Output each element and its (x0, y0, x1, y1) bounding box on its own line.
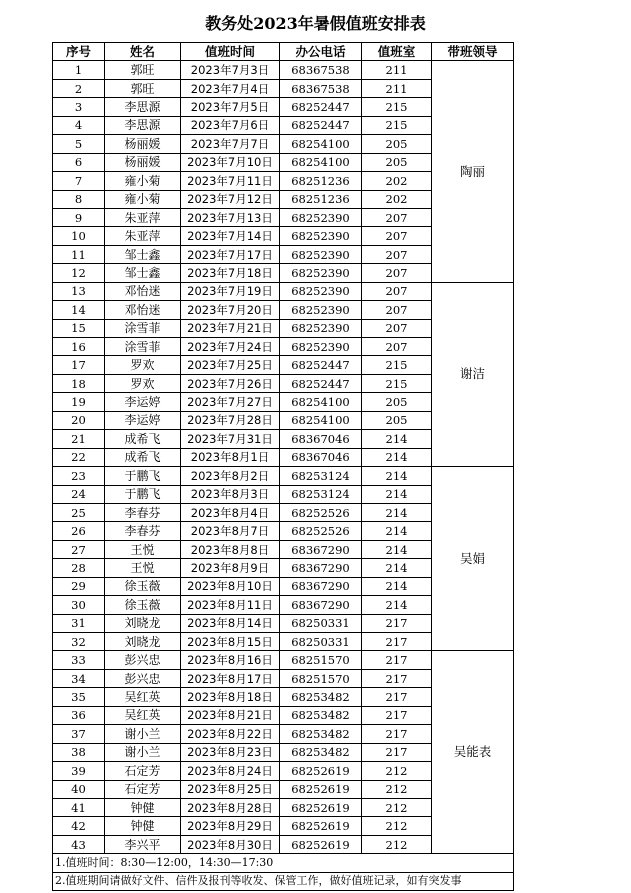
duty-date: 2023年7月27日 (181, 393, 280, 411)
duty-date: 2023年8月4日 (181, 503, 280, 521)
row-seq: 31 (53, 614, 105, 632)
row-seq: 26 (53, 522, 105, 540)
duty-person-name: 吴红英 (105, 688, 181, 706)
row-seq: 40 (53, 780, 105, 798)
duty-date: 2023年7月28日 (181, 411, 280, 429)
duty-room: 207 (362, 208, 432, 226)
row-seq: 13 (53, 282, 105, 300)
duty-person-name: 彭兴忠 (105, 651, 181, 669)
duty-date: 2023年8月1日 (181, 448, 280, 466)
office-phone: 68252390 (280, 245, 362, 263)
duty-person-name: 郭旺 (105, 61, 181, 79)
duty-date: 2023年8月7日 (181, 522, 280, 540)
duty-room: 207 (362, 245, 432, 263)
row-seq: 15 (53, 319, 105, 337)
duty-person-name: 谢小兰 (105, 725, 181, 743)
duty-room: 212 (362, 780, 432, 798)
duty-room: 217 (362, 725, 432, 743)
duty-person-name: 于鹏飞 (105, 467, 181, 485)
duty-date: 2023年7月25日 (181, 356, 280, 374)
office-phone: 68367290 (280, 596, 362, 614)
duty-person-name: 邓怡迷 (105, 282, 181, 300)
row-seq: 11 (53, 245, 105, 263)
duty-room: 212 (362, 762, 432, 780)
duty-date: 2023年8月25日 (181, 780, 280, 798)
duty-room: 215 (362, 98, 432, 116)
duty-room: 214 (362, 430, 432, 448)
row-seq: 22 (53, 448, 105, 466)
duty-person-name: 李春芬 (105, 503, 181, 521)
duty-person-name: 李兴平 (105, 835, 181, 853)
duty-person-name: 石定芳 (105, 780, 181, 798)
office-phone: 68252619 (280, 762, 362, 780)
duty-person-name: 杨丽媛 (105, 153, 181, 171)
duty-person-name: 刘晓龙 (105, 633, 181, 651)
leader-name: 谢洁 (432, 282, 514, 466)
duty-date: 2023年8月22日 (181, 725, 280, 743)
row-seq: 17 (53, 356, 105, 374)
office-phone: 68254100 (280, 135, 362, 153)
duty-date: 2023年8月15日 (181, 633, 280, 651)
duty-person-name: 雍小菊 (105, 190, 181, 208)
leader-name: 吴娟 (432, 467, 514, 651)
duty-person-name: 成希飞 (105, 448, 181, 466)
duty-date: 2023年8月24日 (181, 762, 280, 780)
row-seq: 27 (53, 540, 105, 558)
duty-person-name: 刘晓龙 (105, 614, 181, 632)
table-row (53, 467, 514, 485)
duty-room: 215 (362, 116, 432, 134)
row-seq: 36 (53, 706, 105, 724)
row-seq: 39 (53, 762, 105, 780)
office-phone: 68253482 (280, 725, 362, 743)
row-seq: 32 (53, 633, 105, 651)
duty-person-name: 石定芳 (105, 762, 181, 780)
office-phone: 68252619 (280, 780, 362, 798)
duty-person-name: 彭兴忠 (105, 669, 181, 687)
duty-date: 2023年7月4日 (181, 79, 280, 97)
office-phone: 68252619 (280, 817, 362, 835)
row-seq: 37 (53, 725, 105, 743)
row-seq: 25 (53, 503, 105, 521)
duty-room: 214 (362, 540, 432, 558)
duty-date: 2023年7月3日 (181, 61, 280, 79)
header-duty-room: 值班室 (362, 43, 432, 61)
row-seq: 42 (53, 817, 105, 835)
office-phone: 68367538 (280, 61, 362, 79)
duty-date: 2023年8月8日 (181, 540, 280, 558)
duty-room: 205 (362, 153, 432, 171)
duty-person-name: 杨丽媛 (105, 135, 181, 153)
duty-person-name: 李思源 (105, 98, 181, 116)
office-phone: 68252390 (280, 282, 362, 300)
duty-room: 214 (362, 467, 432, 485)
office-phone: 68253482 (280, 743, 362, 761)
duty-person-name: 雍小菊 (105, 172, 181, 190)
header-office-phone: 办公电话 (280, 43, 362, 61)
row-seq: 18 (53, 374, 105, 392)
duty-person-name: 吴红英 (105, 706, 181, 724)
row-seq: 35 (53, 688, 105, 706)
office-phone: 68367290 (280, 559, 362, 577)
office-phone: 68252447 (280, 356, 362, 374)
office-phone: 68251570 (280, 669, 362, 687)
note-row (53, 854, 514, 872)
duty-person-name: 郭旺 (105, 79, 181, 97)
row-seq: 30 (53, 596, 105, 614)
row-seq: 3 (53, 98, 105, 116)
row-seq: 23 (53, 467, 105, 485)
row-seq: 14 (53, 301, 105, 319)
duty-person-name: 王悦 (105, 540, 181, 558)
office-phone: 68250331 (280, 614, 362, 632)
duty-room: 207 (362, 319, 432, 337)
duty-person-name: 涂雪菲 (105, 319, 181, 337)
duty-room: 205 (362, 411, 432, 429)
leader-name: 陶丽 (432, 61, 514, 282)
duty-date: 2023年8月16日 (181, 651, 280, 669)
duty-room: 212 (362, 835, 432, 853)
duty-person-name: 李运婷 (105, 411, 181, 429)
duty-room: 214 (362, 596, 432, 614)
row-seq: 20 (53, 411, 105, 429)
duty-date: 2023年7月26日 (181, 374, 280, 392)
duty-date: 2023年8月29日 (181, 817, 280, 835)
header-seq: 序号 (53, 43, 105, 61)
row-seq: 12 (53, 264, 105, 282)
duty-date: 2023年8月28日 (181, 798, 280, 816)
office-phone: 68367046 (280, 430, 362, 448)
office-phone: 68254100 (280, 393, 362, 411)
duty-person-name: 钟健 (105, 817, 181, 835)
duty-person-name: 朱亚萍 (105, 227, 181, 245)
office-phone: 68252390 (280, 227, 362, 245)
row-seq: 10 (53, 227, 105, 245)
duty-person-name: 于鹏飞 (105, 485, 181, 503)
duty-date: 2023年7月6日 (181, 116, 280, 134)
duty-room: 207 (362, 264, 432, 282)
duty-date: 2023年8月21日 (181, 706, 280, 724)
duty-room: 202 (362, 172, 432, 190)
office-phone: 68252390 (280, 264, 362, 282)
note-row (53, 872, 514, 890)
duty-date: 2023年8月17日 (181, 669, 280, 687)
office-phone: 68254100 (280, 411, 362, 429)
table-row (53, 651, 514, 669)
duty-room: 211 (362, 79, 432, 97)
row-seq: 16 (53, 338, 105, 356)
duty-schedule-table (52, 42, 514, 891)
duty-room: 211 (362, 61, 432, 79)
row-seq: 34 (53, 669, 105, 687)
office-phone: 68250331 (280, 633, 362, 651)
duty-date: 2023年7月21日 (181, 319, 280, 337)
office-phone: 68252447 (280, 116, 362, 134)
duty-room: 207 (362, 338, 432, 356)
header-name: 姓名 (105, 43, 181, 61)
duty-date: 2023年7月17日 (181, 245, 280, 263)
office-phone: 68251570 (280, 651, 362, 669)
duty-person-name: 成希飞 (105, 430, 181, 448)
duty-date: 2023年8月3日 (181, 485, 280, 503)
office-phone: 68253482 (280, 688, 362, 706)
duty-room: 214 (362, 577, 432, 595)
duty-room: 214 (362, 485, 432, 503)
table-row (53, 61, 514, 79)
row-seq: 8 (53, 190, 105, 208)
duty-room: 217 (362, 706, 432, 724)
duty-room: 214 (362, 503, 432, 521)
table-row (53, 282, 514, 300)
duty-person-name: 徐玉薇 (105, 596, 181, 614)
note-duty-hours: 1.值班时间：8:30—12:00，14:30—17:30 (53, 854, 514, 872)
office-phone: 68252619 (280, 798, 362, 816)
duty-room: 214 (362, 522, 432, 540)
duty-date: 2023年8月23日 (181, 743, 280, 761)
duty-person-name: 谢小兰 (105, 743, 181, 761)
duty-room: 207 (362, 301, 432, 319)
duty-date: 2023年7月5日 (181, 98, 280, 116)
row-seq: 21 (53, 430, 105, 448)
duty-room: 217 (362, 614, 432, 632)
duty-date: 2023年7月13日 (181, 208, 280, 226)
duty-date: 2023年7月20日 (181, 301, 280, 319)
row-seq: 7 (53, 172, 105, 190)
row-seq: 5 (53, 135, 105, 153)
office-phone: 68252526 (280, 522, 362, 540)
office-phone: 68251236 (280, 172, 362, 190)
duty-date: 2023年8月14日 (181, 614, 280, 632)
duty-date: 2023年8月11日 (181, 596, 280, 614)
row-seq: 24 (53, 485, 105, 503)
note-duty-instructions: 2.值班期间请做好文件、信件及报刊等收发、保管工作，做好值班记录，如有突发事 (53, 872, 514, 890)
row-seq: 29 (53, 577, 105, 595)
office-phone: 68254100 (280, 153, 362, 171)
header-leader: 带班领导 (432, 43, 514, 61)
duty-room: 217 (362, 651, 432, 669)
table-header-row (53, 43, 514, 61)
duty-date: 2023年8月10日 (181, 577, 280, 595)
office-phone: 68367538 (280, 79, 362, 97)
office-phone: 68251236 (280, 190, 362, 208)
duty-room: 217 (362, 669, 432, 687)
duty-person-name: 邹士鑫 (105, 245, 181, 263)
header-duty-time: 值班时间 (181, 43, 280, 61)
duty-person-name: 钟健 (105, 798, 181, 816)
office-phone: 68252447 (280, 98, 362, 116)
row-seq: 9 (53, 208, 105, 226)
row-seq: 19 (53, 393, 105, 411)
duty-room: 207 (362, 282, 432, 300)
row-seq: 4 (53, 116, 105, 134)
leader-name: 吴能表 (432, 651, 514, 854)
duty-date: 2023年7月10日 (181, 153, 280, 171)
row-seq: 41 (53, 798, 105, 816)
row-seq: 6 (53, 153, 105, 171)
office-phone: 68253124 (280, 467, 362, 485)
duty-room: 205 (362, 135, 432, 153)
duty-person-name: 罗欢 (105, 356, 181, 374)
duty-date: 2023年7月31日 (181, 430, 280, 448)
office-phone: 68367290 (280, 577, 362, 595)
duty-date: 2023年8月9日 (181, 559, 280, 577)
duty-person-name: 徐玉薇 (105, 577, 181, 595)
duty-date: 2023年7月18日 (181, 264, 280, 282)
duty-person-name: 邹士鑫 (105, 264, 181, 282)
duty-room: 217 (362, 688, 432, 706)
duty-person-name: 王悦 (105, 559, 181, 577)
duty-room: 217 (362, 633, 432, 651)
duty-date: 2023年8月2日 (181, 467, 280, 485)
duty-person-name: 朱亚萍 (105, 208, 181, 226)
duty-date: 2023年8月30日 (181, 835, 280, 853)
office-phone: 68252619 (280, 835, 362, 853)
office-phone: 68253124 (280, 485, 362, 503)
duty-room: 205 (362, 393, 432, 411)
row-seq: 38 (53, 743, 105, 761)
duty-date: 2023年8月18日 (181, 688, 280, 706)
office-phone: 68253482 (280, 706, 362, 724)
office-phone: 68367290 (280, 540, 362, 558)
row-seq: 33 (53, 651, 105, 669)
office-phone: 68252390 (280, 338, 362, 356)
row-seq: 2 (53, 79, 105, 97)
duty-date: 2023年7月12日 (181, 190, 280, 208)
duty-person-name: 罗欢 (105, 374, 181, 392)
office-phone: 68252390 (280, 208, 362, 226)
row-seq: 28 (53, 559, 105, 577)
duty-room: 217 (362, 743, 432, 761)
duty-date: 2023年7月14日 (181, 227, 280, 245)
duty-room: 215 (362, 374, 432, 392)
office-phone: 68367046 (280, 448, 362, 466)
duty-date: 2023年7月11日 (181, 172, 280, 190)
duty-room: 212 (362, 798, 432, 816)
duty-room: 212 (362, 817, 432, 835)
duty-person-name: 李春芬 (105, 522, 181, 540)
office-phone: 68252390 (280, 301, 362, 319)
duty-room: 214 (362, 448, 432, 466)
row-seq: 43 (53, 835, 105, 853)
duty-person-name: 涂雪菲 (105, 338, 181, 356)
office-phone: 68252526 (280, 503, 362, 521)
duty-person-name: 李思源 (105, 116, 181, 134)
duty-person-name: 邓怡迷 (105, 301, 181, 319)
duty-room: 207 (362, 227, 432, 245)
duty-room: 214 (362, 559, 432, 577)
page-title: 教务处2023年暑假值班安排表 (205, 14, 426, 33)
office-phone: 68252390 (280, 319, 362, 337)
duty-date: 2023年7月19日 (181, 282, 280, 300)
duty-person-name: 李运婷 (105, 393, 181, 411)
row-seq: 1 (53, 61, 105, 79)
duty-date: 2023年7月24日 (181, 338, 280, 356)
duty-date: 2023年7月7日 (181, 135, 280, 153)
office-phone: 68252447 (280, 374, 362, 392)
duty-room: 215 (362, 356, 432, 374)
duty-room: 202 (362, 190, 432, 208)
